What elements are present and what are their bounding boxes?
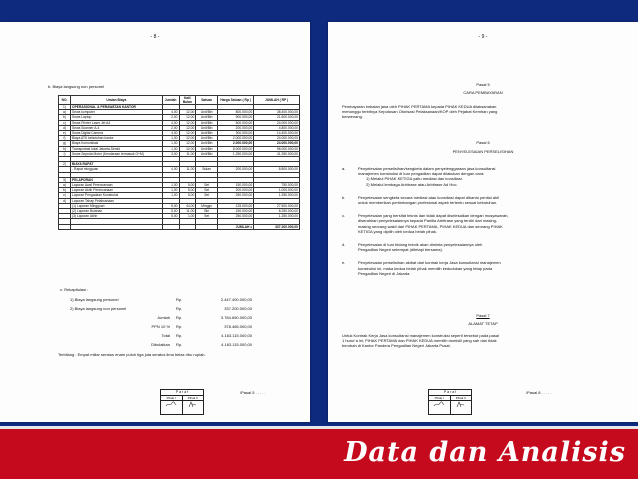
table-cell: (2) Laporan Bulanan: [71, 209, 163, 214]
paraf-cell-label: Pihak I: [161, 396, 182, 401]
recap-value: 4.163.115.000,00: [221, 342, 252, 347]
table-cell: 1,00: [179, 214, 196, 219]
table-cell: 1.250.000,00: [254, 193, 300, 198]
table-cell: 250.000,00: [218, 214, 254, 219]
recap-title: c. Rekapitulasi :: [60, 287, 89, 292]
table-cell: 8.000.000,00: [218, 146, 254, 151]
recap-value: 2.447.400.000,00: [220, 297, 252, 302]
table-cell: Unit/Bln: [196, 131, 218, 136]
table-cell: d): [59, 125, 71, 130]
table-cell: 5,00: [162, 203, 179, 208]
table-cell: Laporan Awal Perencanaan: [71, 183, 163, 188]
paragraph-line: untuk memberikan pertimbangan profesional aspek tertentu sesuai kebutuhan.: [358, 200, 498, 205]
pasal7-heading: ALAMAT TETAP: [468, 321, 498, 326]
paragraph-line: berwenang.: [342, 114, 363, 120]
table-cell: 900.000,00: [218, 115, 254, 120]
table-cell: Sewa Printer Laser Jet A4: [71, 120, 163, 125]
paraf-cell-label: Pihak II: [183, 396, 204, 401]
terbilang-text: Terbilang : Empat miliar seratus enam puluh tiga juta seratus lima belas ribu rupiah.: [58, 352, 206, 357]
table-cell: 200.000,00: [218, 167, 254, 172]
recap-currency: Rp.: [176, 306, 183, 311]
list-marker: e.: [342, 260, 346, 266]
table-cell: Transportasi lokal Jakarta-Sentul: [71, 146, 163, 151]
table-cell: 41.250.000,00: [254, 151, 300, 156]
table-cell: 250.000,00: [218, 193, 254, 198]
paragraph-line: 2) Melalui lembaga Arbitrase atau Arbitrase Ad Hoc.: [366, 181, 458, 187]
pasal7-title: Pasal 7: [476, 313, 490, 318]
table-cell: Unit/Bln: [196, 115, 218, 120]
table-cell: 1.000.000,00: [254, 188, 300, 193]
table-cell: Biaya Komunikasi: [71, 141, 163, 146]
pasal5-title: Pasal 5: [476, 82, 490, 87]
table-cell: 2,00: [162, 125, 179, 130]
table-cell: 4,00: [162, 167, 179, 172]
table-cell: OPERASIONAL & PERAWATAN KANTOR: [71, 105, 163, 110]
table-cell: [71, 224, 163, 229]
table-cell: Bln: [196, 209, 218, 214]
table-cell: 24.000.000,00: [254, 136, 300, 141]
table-cell: 1,00: [162, 141, 179, 146]
table-cell: 300.000,00: [218, 131, 254, 136]
paraf-cell-label: Pihak I: [429, 396, 450, 401]
table-cell: e): [59, 131, 71, 136]
paraf-header: P a r a f: [161, 390, 203, 396]
paragraph-line: Penyelesaian perselisihan akibat dari kontrak kerja Jasa konsultansi manajemen: [358, 260, 501, 266]
table-cell: 800.000,00: [218, 110, 254, 115]
table-cell: 24.000.000,00: [254, 120, 300, 125]
table-cell: 1,00: [162, 146, 179, 151]
table-cell: Unit/Bln: [196, 110, 218, 115]
table-cell: 11,00: [179, 209, 196, 214]
table-row: [59, 224, 300, 229]
list-marker: a.: [342, 166, 346, 171]
table-cell: 4.800.000,00: [254, 125, 300, 130]
table-cell: c): [59, 120, 71, 125]
paragraph-line: berubah di Kantor Pandera Pengadilan Negeri Jakarta Pusat.: [342, 343, 451, 349]
recap-currency: Rp.: [176, 324, 183, 329]
table-header-cell: Kali/ Bulan: [179, 96, 196, 105]
paragraph-line: Penyelesaian di luar bidang teknik akan diminta penyelesaiannya oleh: [358, 242, 483, 247]
table-cell: 150.000,00: [218, 209, 254, 214]
table-header-cell: Uraian Biaya: [71, 96, 163, 105]
table-cell: 14.400.000,00: [254, 131, 300, 136]
document-page-right: [328, 22, 638, 422]
list-marker: b.: [342, 194, 346, 200]
recap-label: 1) Biaya langsung personel: [70, 297, 119, 302]
table-cell: Laporan Akhir Perencanaan: [71, 188, 163, 193]
table-cell: 4,00: [162, 110, 179, 115]
list-marker: c.: [342, 213, 346, 219]
table-cell: 1,00: [162, 188, 179, 193]
table-cell: 21.600.000,00: [254, 115, 300, 120]
next-article-ref: /Pasal 5 . . . . .: [240, 390, 266, 395]
table-cell: g): [59, 141, 71, 146]
table-cell: 150.000,00: [218, 183, 254, 188]
table-cell: c): [59, 193, 71, 198]
table-cell: 11,00: [179, 151, 196, 156]
table-header-cell: JUMLAH ( RP ): [254, 96, 300, 105]
recap-value: 378.465.000,00: [224, 324, 252, 329]
paraf-cell: [429, 396, 451, 414]
table-cell: 12,00: [179, 115, 196, 120]
recap-currency: Rp.: [176, 333, 183, 338]
table-cell: Minggu: [196, 203, 218, 208]
footer-stripe: [0, 426, 638, 429]
table-cell: 12,00: [179, 125, 196, 130]
table-cell: 5,00: [179, 183, 196, 188]
paraf-cell: [451, 396, 472, 414]
signature-scribble-icon: [455, 401, 467, 408]
table-cell: Unit/Bln: [196, 120, 218, 125]
table-cell: Sewa Digital Camera: [71, 131, 163, 136]
table-cell: 1.250.000,00: [254, 214, 300, 219]
paragraph-line: Pengadilan Negeri di Jakarta.: [358, 270, 411, 276]
table-cell: 4,00: [162, 120, 179, 125]
table-cell: Sewa Laptop: [71, 115, 163, 120]
table-cell: Bulan: [196, 167, 218, 172]
table-cell: 1,00: [162, 193, 179, 198]
next-article-ref: /Pasal 8 . . . . .: [526, 390, 552, 395]
table-header-cell: Harga Satuan ( Rp ): [218, 96, 254, 105]
table-cell: 3): [59, 177, 71, 182]
table-cell: 1,00: [162, 183, 179, 188]
page-number: - 9 -: [478, 34, 488, 40]
signature-scribble-icon: [187, 401, 199, 408]
paragraph-line: Pengadilan Negeri setempat (ditetapi bersama).: [358, 247, 443, 253]
table-cell: 500.000,00: [218, 120, 254, 125]
table-cell: 8.800.000,00: [254, 167, 300, 172]
table-cell: Laporan Pengadaan Konstruksi: [71, 193, 163, 198]
table-cell: 12,00: [179, 146, 196, 151]
table-cell: 12,00: [179, 136, 196, 141]
paragraph-line: konstruksi ini, maka kedua belah pihak memilih kedudukan yang tetap pada: [358, 265, 493, 271]
paragraph-line: masing seorang wakil dari PIHAK PERTAMA, PIHAK KEDUA dan seorang PIHAK: [358, 223, 503, 229]
table-cell: Set: [196, 214, 218, 219]
table-cell: Set: [196, 188, 218, 193]
section-b-title: b. Biaya langsung non personel: [48, 84, 105, 89]
signature-scribble-icon: [433, 401, 445, 408]
paragraph-line: KETIGA yang dipilih oleh kedua belah pihak.: [358, 228, 437, 234]
pasal6-heading: PENYELESAIAN PERSELISIHAN: [452, 149, 514, 154]
table-cell: 44,00: [179, 203, 196, 208]
table-cell: Unit/Bln: [196, 136, 218, 141]
table-cell: 12,00: [179, 110, 196, 115]
table-cell: 3,00: [162, 151, 179, 156]
table-cell: h): [59, 146, 71, 151]
table-cell: 5,00: [162, 214, 179, 219]
table-cell: 12,00: [179, 141, 196, 146]
recap-label: PPN 10 %: [151, 324, 170, 329]
table-cell: Unit/Bln: [196, 125, 218, 130]
paragraph-line: Penyelesaian yang bersifat teknis dan tidak dapat diselesaikan dengan musyawarah,: [358, 213, 509, 219]
table-cell: i): [59, 151, 71, 156]
pasal6-title: Pasal 6: [476, 140, 490, 145]
table-cell: 24.000.000,00: [254, 141, 300, 146]
table-cell: [59, 224, 71, 229]
table-cell: Sewa Sepeda Motor (Kendaraan termasuk O+M): [71, 151, 163, 156]
table-cell: a): [59, 183, 71, 188]
table-cell: 1,00: [162, 136, 179, 141]
recap-value: 4.163.115.000,00: [221, 333, 252, 338]
table-cell: f): [59, 136, 71, 141]
table-cell: 200.000,00: [218, 188, 254, 193]
table-cell: 125.000,00: [218, 203, 254, 208]
cost-table: [58, 95, 300, 230]
paraf-box: [160, 389, 204, 415]
table-cell: 12,00: [179, 120, 196, 125]
recap-currency: Rp.: [176, 297, 183, 302]
table-cell: 5,00: [179, 188, 196, 193]
table-cell: - Rapat mingguan: [71, 167, 163, 172]
paragraph-line: 1 huruf a ini, PIHAK PERTAMA dan PIHAK KEDUA memilih domisili yang sah dan tidak: [342, 338, 497, 344]
recap-value: 337.200.000,00: [224, 306, 252, 311]
table-cell: b): [59, 188, 71, 193]
table-cell: 4,00: [162, 131, 179, 136]
table-cell: 1): [59, 105, 71, 110]
recap-label: Dibulatkan: [151, 342, 170, 347]
page-number: - 8 -: [150, 34, 160, 40]
table-cell: Laporan Tahap Pelaksanaan: [71, 198, 163, 203]
table-cell: 38.400.000,00: [254, 110, 300, 115]
table-cell: PELAPORAN: [71, 177, 163, 182]
table-cell: 2,00: [162, 115, 179, 120]
table-cell: 27.500.000,00: [254, 203, 300, 208]
list-marker: d.: [342, 242, 346, 247]
table-cell: Sewa Scanner A-4: [71, 125, 163, 130]
table-header-cell: Jumlah: [162, 96, 179, 105]
table-cell: Biaya ATK kebutuhan kantor: [71, 136, 163, 141]
recap-currency: Rp.: [176, 342, 183, 347]
brand-title: Data dan Analisis: [344, 437, 626, 468]
table-cell: (3) Laporan Akhir: [71, 214, 163, 219]
paraf-cell: [161, 396, 183, 414]
table-cell: 2.000.000,00: [218, 136, 254, 141]
recap-label: Total: [161, 333, 170, 338]
table-header-cell: Satuan: [196, 96, 218, 105]
recap-label: Jumlah: [157, 315, 170, 320]
table-cell: 2): [59, 162, 71, 167]
paragraph-line: Penyelesaian perselisihan/sengketa dalam penyelenggaraan jasa konsultansi: [358, 166, 496, 171]
table-cell: 11,00: [179, 167, 196, 172]
table-cell: [196, 224, 218, 229]
table-cell: Sewa komputer: [71, 110, 163, 115]
table-cell: 96.000.000,00: [254, 146, 300, 151]
table-cell: 1.250.000,00: [218, 151, 254, 156]
paraf-cell: [183, 396, 204, 414]
paraf-box: [428, 389, 472, 415]
recap-value: 3.784.650.000,00: [220, 315, 252, 320]
table-cell: (1) Laporan Mingguan: [71, 203, 163, 208]
table-cell: Set: [196, 183, 218, 188]
recap-currency: Rp.: [176, 315, 183, 320]
paragraph-line: diserahkan penyelesaiannya kepada Panitia Arbitrase yang terdiri dari masing-: [358, 218, 498, 224]
table-cell: d): [59, 198, 71, 203]
table-cell: BIAYA RAPAT: [71, 162, 163, 167]
paragraph-line: manajemen konstruksi di luar pengadilan dapat dilakukan dengan cara:: [358, 171, 485, 177]
table-header-cell: NO.: [59, 96, 71, 105]
paragraph-line: Pembayaran imbalan jasa oleh PIHAK PERTAMA kepada PIHAK KEDUA dilaksanakan: [342, 104, 497, 109]
paragraph-line: Penyelesaian sengketa secara mediasi atau konsiliasi dapat dibantu penilai ahli: [358, 194, 499, 200]
table-cell: Unit/Bln: [196, 146, 218, 151]
table-cell: 2.000.000,00: [218, 141, 254, 146]
table-cell: b): [59, 115, 71, 120]
table-cell: 5,00: [179, 193, 196, 198]
table-cell: [162, 224, 179, 229]
table-cell: Unit/Bln: [196, 141, 218, 146]
paragraph-line: menunggu terbitnya Keputusan Otorisasi Pelaksanaan/KOP oleh Pejabat Kemhan yang: [342, 109, 498, 115]
recap-label: 2) Biaya langsung non personel: [70, 306, 127, 311]
table-cell: 337.200.000,00: [254, 224, 300, 229]
table-cell: a): [59, 110, 71, 115]
table-cell: 8.250.000,00: [254, 209, 300, 214]
table-cell: Set: [196, 193, 218, 198]
table-cell: 5,00: [162, 209, 179, 214]
table-cell: JUMLAH =: [218, 224, 254, 229]
table-cell: 12,00: [179, 131, 196, 136]
document-page-left: [0, 22, 310, 422]
table-cell: Unit/Bln: [196, 151, 218, 156]
paragraph-line: Untuk Kontrak Kerja Jasa konsultansi manajemen konstruksi seperti tersebut pada pasal: [342, 333, 499, 338]
paraf-header: P a r a f: [429, 390, 471, 396]
table-cell: 200.000,00: [218, 125, 254, 130]
paraf-cell-label: Pihak II: [451, 396, 472, 401]
paragraph-line: 1) Melalui PIHAK KETIGA yaitu mediasi dan konsiliasi.: [366, 176, 463, 182]
table-cell: 750.000,00: [254, 183, 300, 188]
table-cell: [179, 224, 196, 229]
signature-scribble-icon: [165, 401, 177, 408]
pasal5-heading: CARA PEMBAYARAN: [463, 90, 503, 95]
